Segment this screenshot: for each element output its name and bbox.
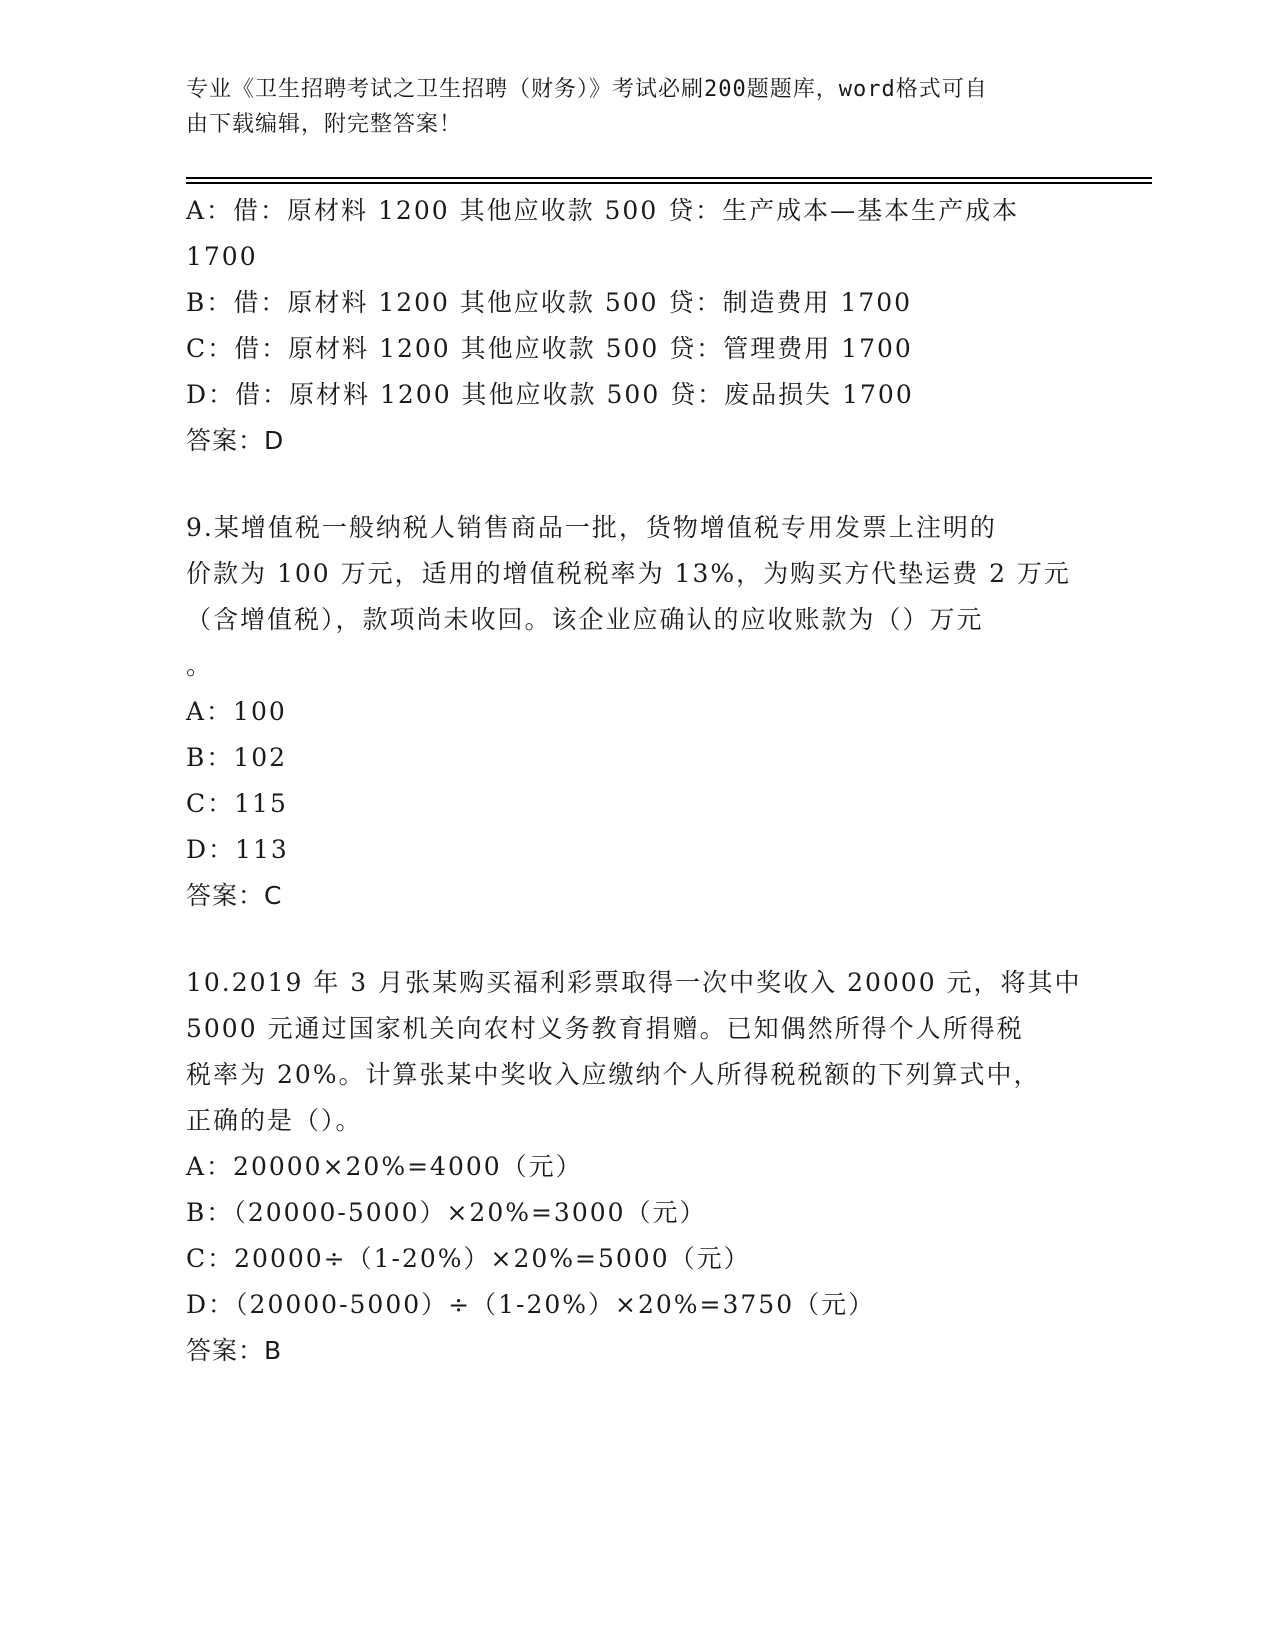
q9-stem-line-2: 价款为 100 万元，适用的增值税税率为 13%，为购买方代垫运费 2 万元 (186, 559, 1071, 588)
q10-stem-line-4: 正确的是（）。 (186, 1106, 363, 1135)
question-spacer (186, 919, 1086, 960)
q9-answer: 答案：C (186, 881, 283, 910)
q8-option-a-line-2: 1700 (186, 242, 258, 271)
header-divider-bottom (186, 182, 1152, 184)
q8-option-b: B：借：原材料 1200 其他应收款 500 贷：制造费用 1700 (186, 288, 913, 317)
header-title-line-2: 由下载编辑，附完整答案！ (186, 112, 463, 137)
q8-option-a-line-1: A：借：原材料 1200 其他应收款 500 贷：生产成本—基本生产成本 (186, 196, 1020, 225)
q10-option-a: A：20000×20%=4000（元） (186, 1152, 583, 1181)
q10-stem-line-3: 税率为 20%。计算张某中奖收入应缴纳个人所得税税额的下列算式中， (186, 1060, 1041, 1089)
q9-stem-line-4: 。 (186, 651, 214, 680)
q9-option-a: A：100 (186, 697, 287, 726)
q9-stem-line-3: （含增值税），款项尚未收回。该企业应确认的应收账款为（）万元 (186, 605, 984, 634)
document-header (186, 72, 1066, 142)
document-body (186, 188, 1086, 1374)
q8-option-c: C：借：原材料 1200 其他应收款 500 贷：管理费用 1700 (186, 334, 913, 363)
question-spacer (186, 464, 1086, 505)
q10-option-c: C：20000÷（1-20%）×20%=5000（元） (186, 1244, 751, 1273)
header-divider-top (186, 177, 1152, 179)
q9-option-b: B：102 (186, 743, 288, 772)
question-9 (186, 505, 1086, 919)
q9-stem-line-1: 9.某增值税一般纳税人销售商品一批，货物增值税专用发票上注明的 (186, 513, 997, 542)
q9-option-d: D：113 (186, 835, 289, 864)
q10-stem-line-2: 5000 元通过国家机关向农村义务教育捐赠。已知偶然所得个人所得税 (186, 1014, 1024, 1043)
q9-option-c: C：115 (186, 789, 288, 818)
q8-option-d: D：借：原材料 1200 其他应收款 500 贷：废品损失 1700 (186, 380, 914, 409)
q10-answer: 答案：B (186, 1336, 283, 1365)
q8-answer: 答案：D (186, 426, 285, 455)
q10-option-d: D：（20000-5000）÷（1-20%）×20%=3750（元） (186, 1290, 876, 1319)
q10-option-b: B：（20000-5000）×20%=3000（元） (186, 1198, 707, 1227)
question-8 (186, 188, 1086, 464)
question-10 (186, 960, 1086, 1374)
q10-stem-line-1: 10.2019 年 3 月张某购买福利彩票取得一次中奖收入 20000 元，将其中 (186, 968, 1082, 997)
header-title-line-1: 专业《卫生招聘考试之卫生招聘（财务）》考试必刷200题题库，word格式可自 (186, 77, 988, 102)
